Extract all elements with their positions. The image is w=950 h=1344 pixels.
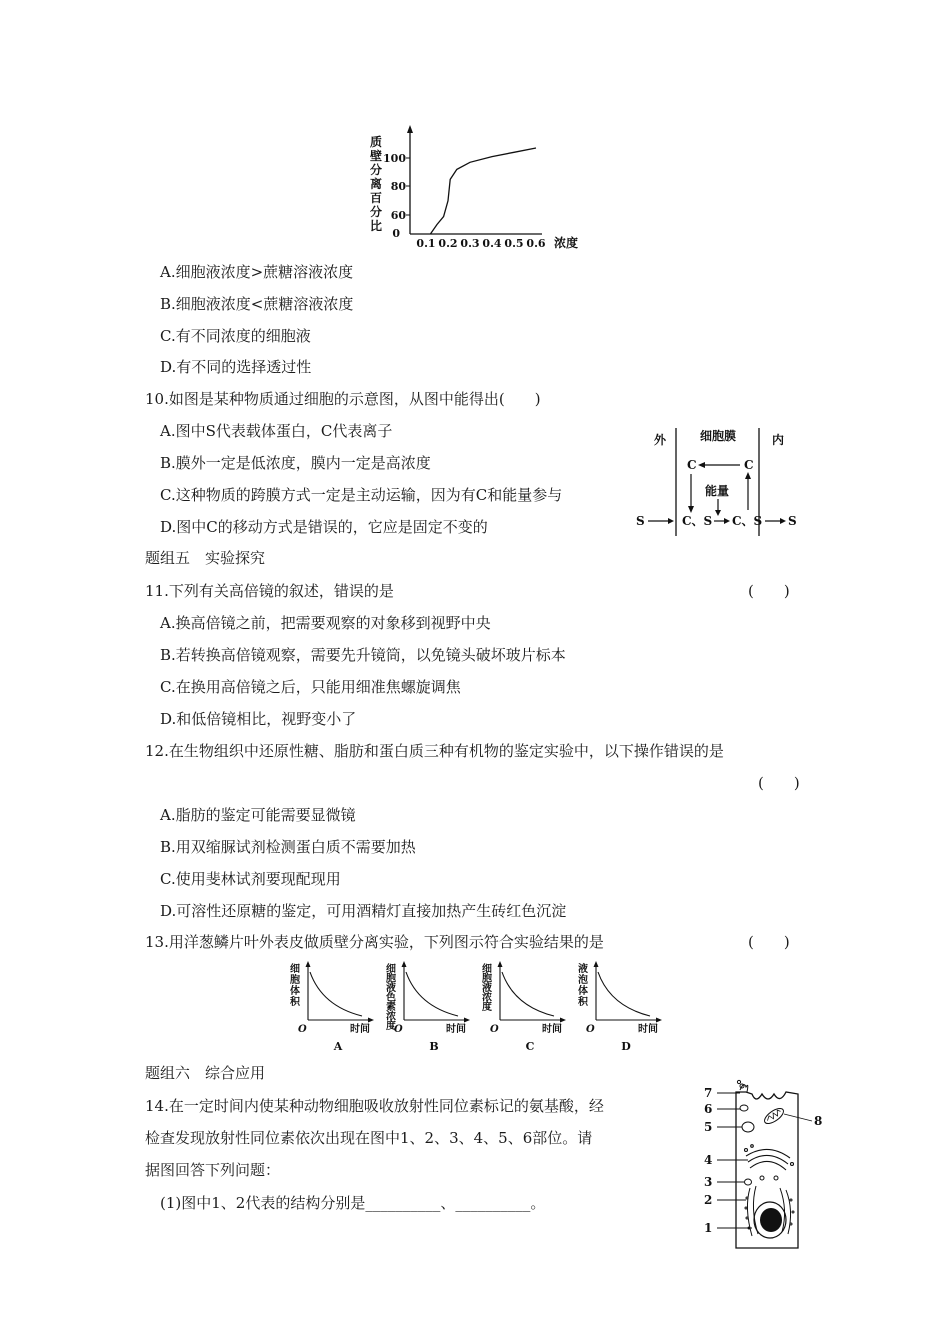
s-exit-arrow-icon: [780, 518, 786, 524]
membrane-label: 细胞膜: [699, 429, 737, 443]
complex-cs-left: C、S: [682, 514, 713, 528]
origin-label: O: [394, 1024, 403, 1035]
graph-tag: A: [333, 1040, 343, 1052]
axis-arrow-icon: [656, 1018, 662, 1023]
label-6: 6: [704, 1102, 713, 1116]
axis-arrow-icon: [306, 961, 311, 967]
graph-ylabel-char: 细: [290, 964, 300, 975]
svg-text:百: 百: [370, 191, 383, 205]
graph-ylabel-char: 素: [386, 1002, 396, 1013]
label-3: 3: [704, 1175, 713, 1189]
graph-xlabel: 时间: [638, 1024, 658, 1035]
axis-arrow-icon: [594, 961, 599, 967]
graph-ylabel-char: 体: [290, 986, 300, 997]
secreted-granules: [737, 1080, 747, 1092]
q9-option-c: C.有不同浓度的细胞液: [160, 327, 311, 345]
s-entry-arrow-icon: [668, 518, 674, 524]
arrow-right-icon: [724, 518, 730, 524]
svg-text:分: 分: [370, 163, 383, 177]
q14-line-1: 14.在一定时间内使某种动物细胞吸收放射性同位素标记的氨基酸，经: [145, 1097, 604, 1115]
label-1: 1: [704, 1221, 713, 1235]
group6-heading: 题组六 综合应用: [145, 1064, 266, 1082]
graph-tag: D: [621, 1040, 631, 1052]
x-axis-label: 浓度: [554, 236, 579, 250]
axis-arrow-icon: [560, 1018, 566, 1023]
svg-text:壁: 壁: [370, 149, 383, 163]
q12-option-d: D.可溶性还原糖的鉴定，可用酒精灯直接加热产生砖红色沉淀: [160, 902, 567, 920]
vesicle-5: [742, 1122, 754, 1132]
carrier-c-left: C: [687, 458, 697, 472]
origin-label: O: [490, 1024, 499, 1035]
svg-text:比: 比: [370, 219, 383, 233]
q11-option-a: A.换高倍镜之前，把需要观察的对象移到视野中央: [160, 614, 491, 632]
label-4: 4: [704, 1153, 713, 1167]
graph-ylabel-char: 色: [386, 992, 396, 1004]
x-tick-0.4: 0.4: [482, 237, 502, 250]
carrier-c-right: C: [744, 458, 754, 472]
graph-ylabel-char: 积: [290, 997, 300, 1008]
axis-arrow-icon: [498, 961, 503, 967]
secretory-cell-diagram: [700, 1078, 830, 1258]
axis-arrow-icon: [464, 1018, 470, 1023]
y-tick-80: 80: [390, 180, 406, 193]
label-7: 7: [704, 1086, 713, 1100]
q14-subquestion-1: (1)图中1、2代表的结构分别是__________、__________。: [160, 1194, 546, 1212]
substance-s-inside: S: [788, 514, 797, 528]
y-axis-label: [370, 134, 382, 233]
graph-xlabel: 时间: [350, 1024, 370, 1035]
graph-ylabel-char: 细: [482, 964, 492, 975]
q12-option-a: A.脂肪的鉴定可能需要显微镜: [160, 806, 356, 824]
golgi-apparatus: [745, 1145, 794, 1170]
q14-line-3: 据图回答下列问题：: [145, 1161, 281, 1179]
graph-a: [290, 961, 374, 1052]
arrow-up-icon: [745, 472, 751, 479]
graph-ylabel-char: 积: [578, 997, 588, 1008]
graph-d: [578, 961, 662, 1052]
graph-ylabel-char: 浓: [386, 1011, 396, 1023]
graph-ylabel-char: 液: [386, 983, 396, 994]
q10-option-a: A.图中S代表载体蛋白，C代表离子: [160, 422, 393, 440]
x-tick-0.5: 0.5: [504, 237, 524, 250]
arrow-left-icon: [698, 462, 705, 468]
data-line: [430, 148, 536, 234]
q14-line-2: 检查发现放射性同位素依次出现在图中1、2、3、4、5、6部位。请: [145, 1129, 593, 1147]
y-tick-0: 0: [392, 227, 400, 240]
nucleolus: [760, 1208, 782, 1232]
graph-ylabel-char: 胞: [290, 975, 300, 986]
y-axis-arrow: [407, 125, 413, 133]
x-tick-0.3: 0.3: [460, 237, 480, 250]
graph-tag: B: [429, 1040, 439, 1052]
q11-stem: 11.下列有关高倍镜的叙述，错误的是: [145, 582, 394, 600]
label-2: 2: [704, 1193, 713, 1207]
x-tick-0.6: 0.6: [526, 237, 546, 250]
decreasing-curve: [502, 972, 554, 1016]
origin-label: O: [298, 1024, 307, 1035]
graph-tag: C: [525, 1040, 535, 1052]
q10-option-b: B.膜外一定是低浓度，膜内一定是高浓度: [160, 454, 431, 472]
q10-option-d: D.图中C的移动方式是错误的，它应是固定不变的: [160, 518, 488, 536]
graph-ylabel-char: 胞: [386, 973, 396, 985]
y-tick-100: 100: [383, 152, 406, 165]
graph-ylabel-char: 泡: [578, 975, 588, 986]
x-tick-0.2: 0.2: [438, 237, 458, 250]
mitochondrion: [762, 1106, 786, 1127]
q11-answer-bracket: ( ): [748, 582, 790, 600]
graph-ylabel-char: 浓: [482, 992, 492, 1004]
inside-label: 内: [772, 433, 785, 447]
graph-ylabel-char: 度: [386, 1021, 396, 1032]
graph-b: [386, 961, 470, 1052]
arrow-down-icon: [688, 506, 694, 513]
label-8: 8: [814, 1114, 823, 1128]
svg-text:质: 质: [370, 135, 383, 149]
svg-text:离: 离: [370, 177, 383, 191]
complex-cs-right: C、S: [732, 514, 763, 528]
q13-graphs: [284, 960, 664, 1052]
axis-arrow-icon: [402, 961, 407, 967]
q9-option-a: A.细胞液浓度>蔗糖溶液浓度: [160, 263, 354, 281]
label-5: 5: [704, 1120, 713, 1134]
outside-label: 外: [654, 433, 667, 447]
q9-option-b: B.细胞液浓度<蔗糖溶液浓度: [160, 295, 354, 313]
graph-ylabel-char: 液: [578, 964, 588, 975]
q11-option-b: B.若转换高倍镜观察，需要先升镜筒，以免镜头破坏玻片标本: [160, 646, 566, 664]
q12-answer-bracket: ( ): [758, 774, 800, 792]
graph-ylabel-char: 胞: [482, 973, 492, 985]
axis-arrow-icon: [368, 1018, 374, 1023]
x-tick-0.1: 0.1: [416, 237, 436, 250]
q12-option-c: C.使用斐林试剂要现配现用: [160, 870, 341, 888]
decreasing-curve: [598, 972, 650, 1016]
q11-option-c: C.在换用高倍镜之后，只能用细准焦螺旋调焦: [160, 678, 461, 696]
vesicle-3: [745, 1179, 752, 1185]
q9-option-d: D.有不同的选择透过性: [160, 358, 312, 376]
graph-xlabel: 时间: [446, 1024, 466, 1035]
q13-answer-bracket: ( ): [748, 933, 790, 951]
q13-stem: 13.用洋葱鳞片叶外表皮做质壁分离实验，下列图示符合实验结果的是: [145, 933, 604, 951]
graph-ylabel-char: 体: [578, 986, 588, 997]
graph-ylabel-char: 细: [386, 964, 396, 975]
q11-option-d: D.和低倍镜相比，视野变小了: [160, 710, 357, 728]
y-tick-60: 60: [390, 209, 406, 222]
svg-text:分: 分: [370, 205, 383, 219]
decreasing-curve: [310, 972, 362, 1016]
graph-c: [482, 961, 566, 1052]
substance-s-outside: S: [636, 514, 645, 528]
q10-stem: 10.如图是某种物质通过细胞的示意图，从图中能得出( ): [145, 390, 541, 408]
graph-ylabel-char: 度: [482, 1002, 492, 1013]
vesicle-6: [740, 1105, 748, 1111]
q10-option-c: C.这种物质的跨膜方式一定是主动运输，因为有C和能量参与: [160, 486, 563, 504]
concentration-plasmolysis-chart: [360, 122, 590, 254]
energy-arrow-icon: [715, 510, 721, 516]
membrane-transport-diagram: [634, 424, 806, 538]
graph-ylabel-char: 液: [482, 983, 492, 994]
decreasing-curve: [406, 972, 458, 1016]
energy-label: 能量: [704, 484, 730, 498]
q12-option-b: B.用双缩脲试剂检测蛋白质不需要加热: [160, 838, 416, 856]
q12-stem: 12.在生物组织中还原性糖、脂肪和蛋白质三种有机物的鉴定实验中，以下操作错误的是: [145, 742, 724, 760]
group5-heading: 题组五 实验探究: [145, 549, 266, 567]
graph-xlabel: 时间: [542, 1024, 562, 1035]
origin-label: O: [586, 1024, 595, 1035]
